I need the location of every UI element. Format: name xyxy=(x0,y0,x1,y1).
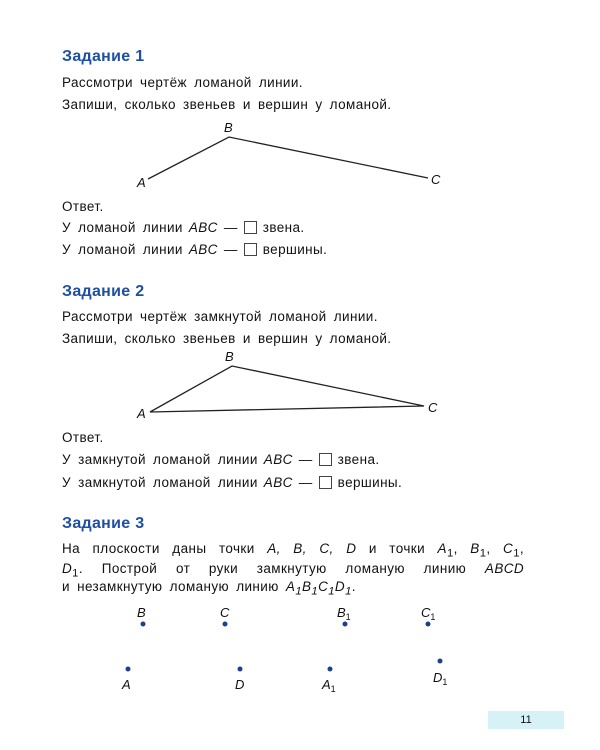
task1-ans1-pre: У ломаной линии xyxy=(62,220,183,235)
task2-label-b: B xyxy=(225,349,234,364)
task3-point-b1: B xyxy=(470,541,480,556)
task3-dot-c1[interactable] xyxy=(426,622,431,627)
task1-instruction-1: Рассмотри чертёж ломаной линии. xyxy=(62,75,303,90)
task3-open-polyline-name: $A_1B_1C_1D_1$ xyxy=(285,579,352,598)
task3-p3: и незамкнутую ломаную линию xyxy=(62,579,279,594)
task3-dot-b1[interactable] xyxy=(343,622,348,627)
task3-p1: На плоскости даны точки xyxy=(62,541,255,556)
task1-ans2-post: вершины. xyxy=(262,242,328,257)
task2-label-c: C xyxy=(428,400,438,415)
task2-ans1-post: звена. xyxy=(337,452,380,467)
task3-point-a: A, xyxy=(267,541,281,556)
task2-answer-label: Ответ. xyxy=(62,430,104,445)
task3-and: и точки xyxy=(368,541,426,556)
task3-label-d1: $D_1$ xyxy=(433,670,448,687)
task2-ans1-pre: У замкнутой ломаной линии xyxy=(62,452,258,467)
task3-sub-b1: 1 xyxy=(479,547,487,560)
task1-ans1-dash: — xyxy=(223,220,238,235)
task3-label-b: B xyxy=(137,605,146,620)
task2-ans2-dash: — xyxy=(298,475,313,490)
task3-p2: Построй от руки замкнутую ломаную линию xyxy=(101,561,467,576)
task2-ans1-name: ABC xyxy=(263,452,293,467)
task3-text-line-1: На плоскости даны точки A, B, C, D и точки $A_1$, $B_1$, $C_1$, xyxy=(62,541,525,560)
task3-abcd: ABCD xyxy=(484,561,525,576)
task1-answer-label: Ответ. xyxy=(62,199,104,214)
task1-heading: Задание 1 xyxy=(62,48,145,65)
task1-ans1-name: ABC xyxy=(188,220,218,235)
task3-label-d: D xyxy=(235,677,245,692)
task1-ans1-post: звена. xyxy=(262,220,305,235)
task3-text-line-3: и незамкнутую ломаную линию $A_1B_1C_1D_1$. xyxy=(62,579,356,598)
task2-instruction-2: Запиши, сколько звеньев и вершин у ломаной. xyxy=(62,331,392,346)
task3-label-a1: $A_1$ xyxy=(322,677,336,694)
task2-ans2-name: ABC xyxy=(263,475,293,490)
task3-sub-a1: 1 xyxy=(446,547,454,560)
task3-dot-c[interactable] xyxy=(223,622,228,627)
task3-label-b1: $B_1$ xyxy=(337,605,351,622)
task1-label-c: C xyxy=(431,172,441,187)
task2-instruction-1: Рассмотри чертёж замкнутой ломаной линии. xyxy=(62,309,378,324)
page-number: 11 xyxy=(488,711,564,729)
task3-dot-b[interactable] xyxy=(141,622,146,627)
task3-point-a1: A xyxy=(437,541,447,556)
task3-heading: Задание 3 xyxy=(62,515,145,532)
task1-ans2-name: ABC xyxy=(188,242,218,257)
task3-point-b: B, xyxy=(293,541,307,556)
task2-ans1-dash: — xyxy=(298,452,313,467)
task3-point-d: D xyxy=(346,541,357,556)
task2-heading: Задание 2 xyxy=(62,283,145,300)
task3-sub-c1: 1 xyxy=(513,547,520,560)
task2-label-a: A xyxy=(137,406,146,421)
task3-dot-d[interactable] xyxy=(238,667,243,672)
task2-ans2-pre: У замкнутой ломаной линии xyxy=(62,475,258,490)
task3-point-c: C, xyxy=(319,541,334,556)
task1-label-b: B xyxy=(224,120,233,135)
task3-label-c: C xyxy=(220,605,230,620)
task3-point-c1: C xyxy=(503,541,514,556)
task3-dot-d1[interactable] xyxy=(438,659,443,664)
task3-label-a: A xyxy=(122,677,131,692)
task1-instruction-2: Запиши, сколько звеньев и вершин у ломаной. xyxy=(62,97,392,112)
task1-ans2-dash: — xyxy=(223,242,238,257)
task1-label-a: A xyxy=(137,175,146,190)
task2-ans2-post: вершины. xyxy=(337,475,403,490)
task3-dot-a[interactable] xyxy=(126,667,131,672)
task3-sub-d1: 1 xyxy=(72,567,79,580)
task3-point-d1: D xyxy=(62,561,73,576)
task3-label-c1: $C_1$ xyxy=(421,605,436,622)
task1-ans2-pre: У ломаной линии xyxy=(62,242,183,257)
task3-dot-a1[interactable] xyxy=(328,667,333,672)
task3-text-line-2: $D_1$. Построй от руки замкнутую ломаную линию ABCD xyxy=(62,561,525,580)
